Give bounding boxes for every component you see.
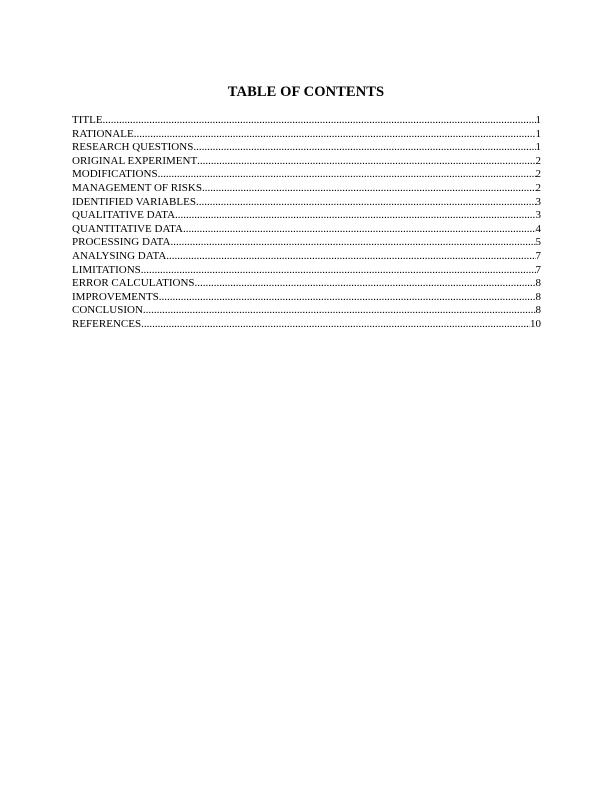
toc-entry-label: IMPROVEMENTS	[72, 290, 159, 303]
toc-dot-leader	[202, 182, 536, 196]
toc-dot-leader	[134, 128, 536, 142]
toc-entry-label: ANALYSING DATA	[72, 249, 167, 262]
toc-page-number: 5	[535, 236, 541, 249]
toc-entry-rationale[interactable]	[72, 128, 541, 142]
toc-entry-improvements[interactable]	[72, 291, 541, 305]
toc-dot-leader	[159, 291, 536, 305]
toc-page-number: 3	[535, 209, 541, 222]
toc-dot-leader	[170, 236, 535, 250]
toc-dot-leader	[183, 223, 536, 237]
toc-page-number: 1	[535, 114, 541, 126]
toc-dot-leader	[193, 141, 535, 155]
toc-entry-conclusion[interactable]	[72, 304, 541, 318]
toc-entry-label: RESEARCH QUESTIONS	[72, 141, 194, 154]
toc-page-number: 3	[535, 195, 541, 208]
toc-page-number: 2	[535, 154, 541, 167]
toc-entry-analysing-data[interactable]	[72, 250, 541, 264]
toc-page-number: 2	[535, 181, 541, 194]
toc-dot-leader	[141, 318, 530, 332]
toc-entry-qualitative-data[interactable]	[72, 209, 541, 223]
toc-entry-title[interactable]	[72, 114, 541, 128]
toc-dot-leader	[141, 264, 536, 278]
toc-entry-identified-variables[interactable]	[72, 196, 541, 210]
toc-page-number: 7	[535, 263, 541, 276]
toc-entry-references[interactable]	[72, 318, 541, 332]
toc-entry-label: TITLE	[72, 114, 103, 126]
toc-entry-label: QUALITATIVE DATA	[72, 209, 176, 222]
toc-list	[72, 114, 541, 332]
toc-entry-label: RATIONALE	[72, 127, 134, 140]
toc-dot-leader	[143, 304, 536, 318]
toc-entry-quantitative-data[interactable]	[72, 223, 541, 237]
toc-entry-modifications[interactable]	[72, 168, 541, 182]
toc-page-number: 2	[535, 168, 541, 181]
toc-page-number: 8	[535, 304, 541, 317]
toc-page-number: 10	[530, 317, 541, 330]
toc-page-number: 8	[535, 277, 541, 290]
toc-page-number: 4	[535, 222, 541, 235]
toc-dot-leader	[196, 196, 536, 210]
toc-page-number: 1	[535, 127, 541, 140]
toc-entry-label: REFERENCES	[72, 317, 142, 330]
toc-page-number: 8	[535, 290, 541, 303]
toc-entry-error-calculations[interactable]	[72, 277, 541, 291]
toc-entry-research-questions[interactable]	[72, 141, 541, 155]
toc-entry-processing-data[interactable]	[72, 236, 541, 250]
toc-entry-label: ERROR CALCULATIONS	[72, 277, 195, 290]
toc-dot-leader	[197, 155, 535, 169]
toc-entry-label: MANAGEMENT OF RISKS	[72, 181, 202, 194]
toc-dot-leader	[166, 250, 535, 264]
toc-entry-label: PROCESSING DATA	[72, 236, 171, 249]
toc-entry-original-experiment[interactable]	[72, 155, 541, 169]
toc-entry-label: ORIGINAL EXPERIMENT	[72, 154, 198, 167]
toc-entry-label: CONCLUSION	[72, 304, 143, 317]
toc-entry-limitations[interactable]	[72, 264, 541, 278]
toc-entry-label: MODIFICATIONS	[72, 168, 158, 181]
toc-dot-leader	[175, 209, 535, 223]
toc-entry-label: LIMITATIONS	[72, 263, 141, 276]
toc-heading: TABLE OF CONTENTS	[227, 84, 385, 100]
toc-page-number: 7	[535, 249, 541, 262]
toc-page-number: 1	[535, 141, 541, 154]
toc-entry-management-of-risks[interactable]	[72, 182, 541, 196]
toc-dot-leader	[195, 277, 536, 291]
toc-dot-leader	[103, 114, 536, 128]
toc-dot-leader	[158, 168, 536, 182]
toc-entry-label: IDENTIFIED VARIABLES	[72, 195, 196, 208]
toc-entry-label: QUANTITATIVE DATA	[72, 222, 183, 235]
